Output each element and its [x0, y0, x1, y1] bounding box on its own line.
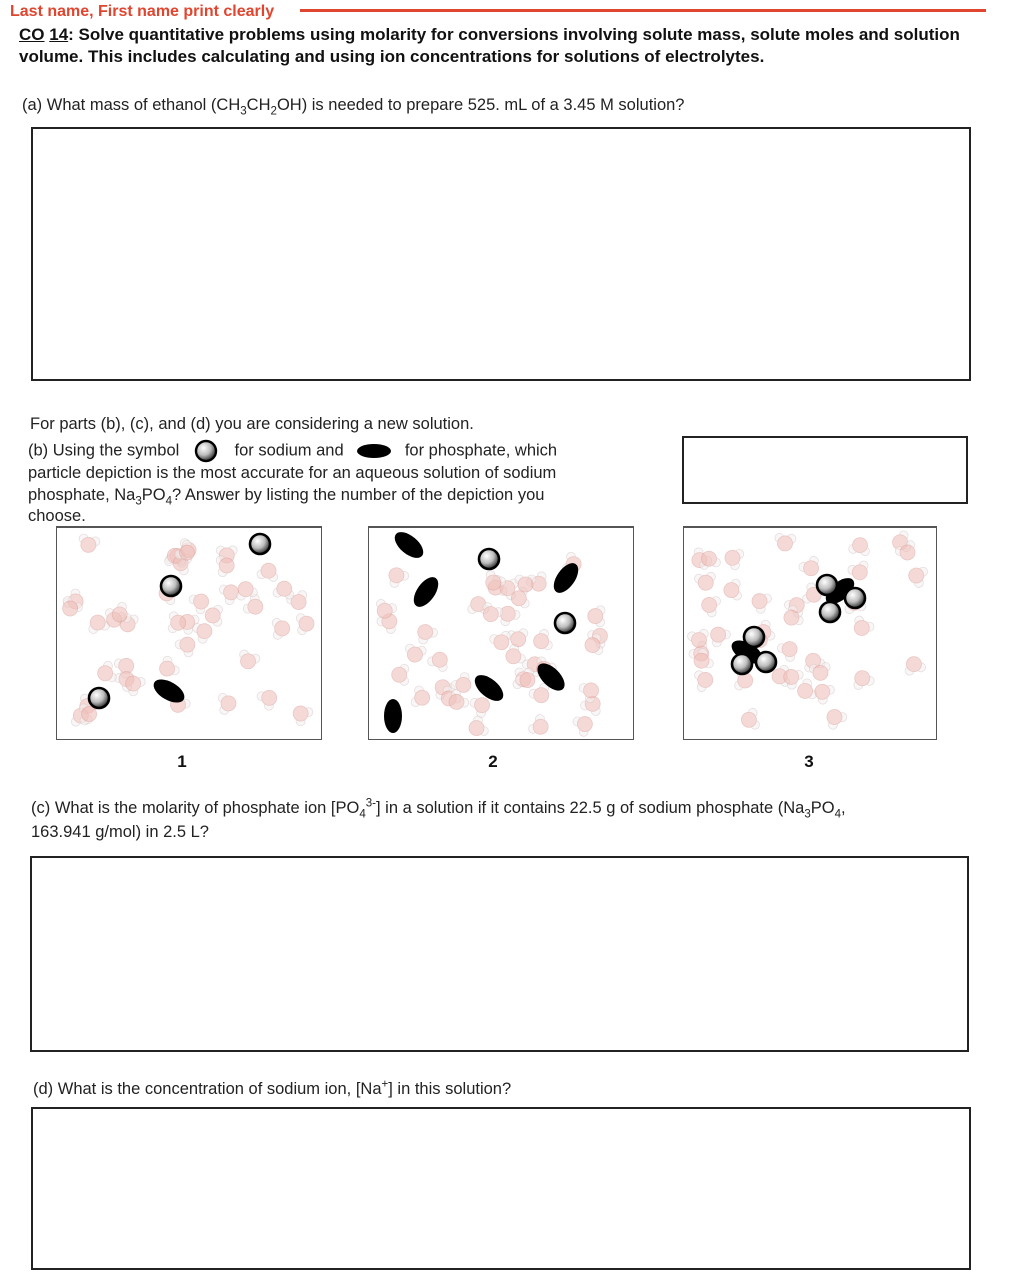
co-code: CO	[19, 25, 45, 44]
depiction-2-label: 2	[488, 752, 498, 771]
water-molecule	[850, 668, 876, 691]
depiction-3	[683, 526, 937, 740]
qc-sub-1: 4	[359, 808, 366, 821]
water-molecule	[587, 605, 605, 627]
qd-sup-1: +	[381, 1078, 389, 1091]
water-molecule	[403, 643, 427, 663]
water-molecule	[694, 668, 715, 692]
water-molecule	[155, 654, 181, 681]
water-molecule	[410, 685, 432, 710]
parts-intro: For parts (b), (c), and (d) you are considering a new solution.	[30, 415, 474, 433]
water-molecule	[722, 545, 745, 571]
water-molecule	[776, 636, 803, 663]
question-d	[33, 1079, 511, 1100]
water-molecule	[571, 711, 596, 738]
qd-text-1: (d) What is the concentration of sodium ion, [Na	[33, 1080, 382, 1098]
qa-text-2: CH	[246, 96, 271, 114]
water-molecule	[848, 536, 872, 557]
co-text: : Solve quantitative problems using molarity for conversions involving solute mass, solute moles and solution volume. This includes calculating and using ion concentrations for solutions of electrolytes.	[19, 25, 960, 66]
water-molecule	[272, 617, 291, 639]
depiction-1-label: 1	[177, 752, 187, 771]
qc-sub-2: 3	[804, 808, 811, 821]
qb-text-7: ? Answer by listing the number of the depiction you	[172, 485, 545, 504]
water-molecule	[255, 685, 281, 712]
question-b	[28, 439, 668, 528]
qb-sub-1: 3	[135, 494, 142, 507]
sodium-ion	[820, 602, 840, 622]
water-molecule	[218, 692, 237, 715]
water-molecule	[384, 563, 411, 589]
qb-text-8: choose.	[28, 507, 86, 525]
water-molecule	[822, 705, 849, 731]
sodium-ion	[161, 576, 181, 596]
qc-sup-1: 3-	[365, 797, 377, 810]
water-molecule	[412, 620, 439, 646]
depiction-1	[56, 526, 322, 740]
phosphate-ion	[409, 573, 443, 611]
qb-text-5: phosphate, Na	[28, 485, 136, 504]
sodium-ion	[555, 613, 575, 633]
qb-sub-2: 4	[165, 494, 173, 507]
course-objective	[19, 24, 979, 67]
water-molecule	[392, 664, 409, 685]
water-molecule	[694, 572, 717, 592]
water-molecule	[748, 588, 773, 615]
sodium-ion	[756, 652, 776, 672]
water-molecule	[256, 561, 280, 582]
answer-box-d[interactable]	[31, 1107, 971, 1270]
sodium-ion	[817, 575, 837, 595]
water-molecule	[740, 708, 761, 732]
water-molecule	[173, 632, 200, 659]
water-molecule	[705, 622, 732, 649]
depiction-2	[368, 526, 634, 740]
qa-text-3: OH) is needed to prepare 525. mL of a 3.45 M solution?	[276, 96, 685, 114]
sodium-ion	[845, 588, 865, 608]
water-molecule	[906, 563, 929, 589]
water-molecule	[723, 579, 742, 602]
qb-text-2: for sodium and	[234, 441, 344, 460]
name-line[interactable]	[300, 9, 986, 12]
sodium-ion	[732, 654, 752, 674]
qc-sub-3: 4	[834, 808, 842, 821]
water-molecule	[774, 533, 796, 552]
water-molecule	[902, 654, 927, 676]
qc-text-4: ,	[841, 799, 846, 817]
qb-text-6: PO	[141, 485, 166, 504]
water-molecule	[296, 612, 315, 635]
sodium-ion	[89, 688, 109, 708]
water-molecule	[288, 701, 315, 728]
qc-text-1: (c) What is the molarity of phosphate ion [PO	[31, 799, 360, 817]
name-label: Last name, First name print clearly	[10, 3, 275, 20]
water-molecule	[698, 592, 721, 618]
phosphate-ion	[384, 699, 402, 733]
qb-text-4: particle depiction is the most accurate for an aqueous solution of sodium	[28, 464, 557, 482]
sodium-symbol-icon	[194, 439, 218, 463]
water-molecule	[531, 628, 554, 653]
qa-sub-2: 2	[270, 105, 277, 118]
question-c	[31, 796, 991, 844]
sodium-ion	[250, 534, 270, 554]
water-molecule	[515, 575, 536, 592]
co-number: 14	[49, 25, 69, 44]
qa-text-1: (a) What mass of ethanol (CH	[22, 96, 241, 114]
qa-sub-1: 3	[240, 105, 247, 118]
qd-text-2: ] in this solution?	[388, 1080, 512, 1098]
water-molecule	[426, 648, 453, 673]
answer-box-c[interactable]	[30, 856, 969, 1052]
water-molecule	[76, 533, 100, 554]
qb-text-3: for phosphate, which	[404, 441, 558, 460]
depiction-1-drawing	[57, 528, 321, 740]
water-molecule	[465, 714, 490, 740]
depiction-3-drawing	[684, 528, 936, 740]
water-molecule	[527, 713, 553, 740]
water-molecule	[849, 614, 876, 639]
phosphate-symbol-icon	[354, 441, 396, 461]
question-a	[22, 95, 684, 116]
water-molecule	[272, 580, 295, 600]
sodium-ion	[744, 627, 764, 647]
water-molecule	[236, 649, 262, 672]
answer-box-a[interactable]	[31, 127, 971, 381]
phosphate-ion	[390, 528, 428, 563]
water-molecule	[205, 605, 223, 627]
qc-text-2: ] in a solution if it contains 22.5 g of sodium phosphate (Na	[376, 799, 805, 817]
qc-text-5: 163.941 g/mol) in 2.5 L?	[31, 823, 209, 841]
answer-box-b[interactable]	[682, 436, 968, 504]
depiction-2-drawing	[369, 528, 633, 740]
qc-text-3: PO	[810, 799, 835, 817]
qb-text-1: (b) Using the symbol	[28, 441, 180, 460]
depiction-3-label: 3	[804, 752, 814, 771]
sodium-ion	[479, 549, 499, 569]
